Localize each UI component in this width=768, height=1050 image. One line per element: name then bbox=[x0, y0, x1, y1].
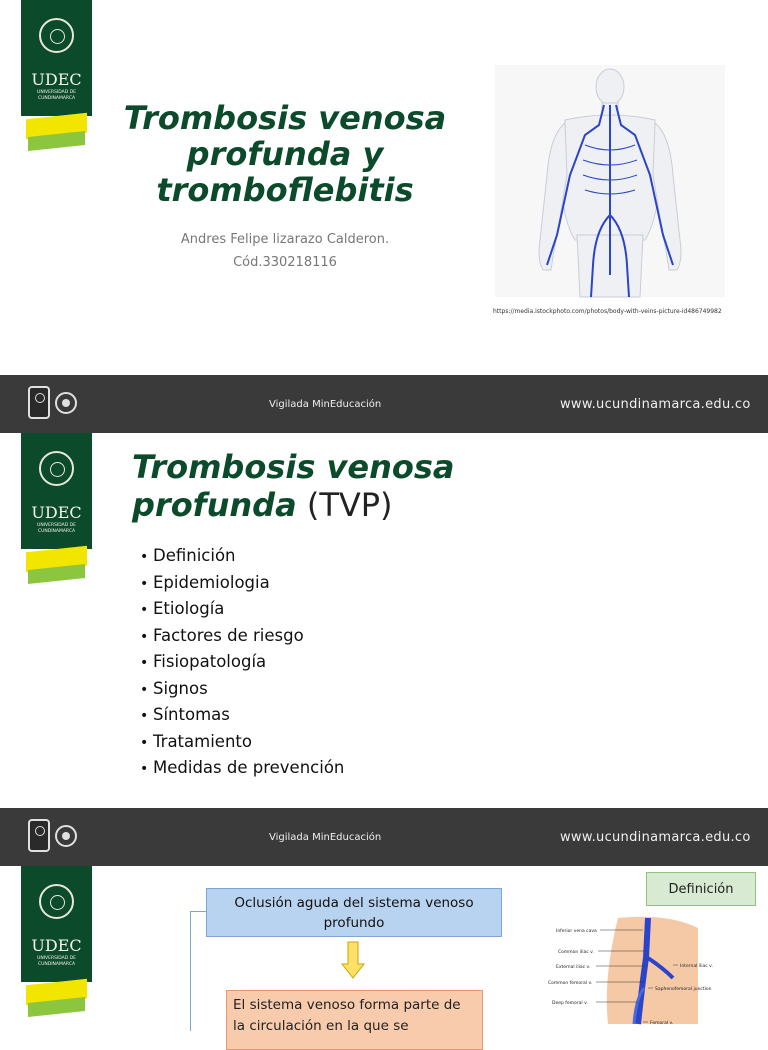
logo-name: UDEC bbox=[31, 70, 82, 89]
udec-logo bbox=[21, 866, 92, 1016]
list-item: • Epidemiologia bbox=[140, 570, 344, 597]
seal-badge-icon bbox=[55, 392, 77, 414]
udec-seal-icon bbox=[39, 18, 74, 53]
footer-vigilada: Vigilada MinEducación bbox=[269, 832, 382, 843]
udec-seal-icon bbox=[39, 451, 74, 486]
list-item: • Fisiopatología bbox=[140, 649, 344, 676]
definition-tag: Definición bbox=[646, 872, 756, 906]
accreditation-badge-icon bbox=[28, 386, 50, 419]
list-item: • Tratamiento bbox=[140, 729, 344, 756]
logo-name: UDEC bbox=[31, 936, 82, 955]
vein-label: Common iliac v. bbox=[558, 950, 594, 955]
list-item: • Medidas de prevención bbox=[140, 755, 344, 782]
vein-label: Internal iliac v. bbox=[680, 964, 713, 969]
udec-logo bbox=[21, 433, 92, 583]
slide-definition bbox=[0, 866, 768, 1034]
arrow-down-icon bbox=[342, 942, 364, 978]
leg-veins-diagram bbox=[548, 918, 758, 1024]
logo-subtitle: UNIVERSIDAD DE CUNDINAMARCA bbox=[37, 90, 76, 101]
list-item: • Factores de riesgo bbox=[140, 623, 344, 650]
udec-logo bbox=[21, 0, 92, 150]
footer-vigilada: Vigilada MinEducación bbox=[269, 399, 382, 410]
topic-list bbox=[140, 543, 344, 782]
slide-title bbox=[0, 0, 768, 375]
accreditation-badge-icon bbox=[28, 819, 50, 852]
student-code: Cód.330218116 bbox=[233, 255, 337, 270]
vein-label: Deep femoral v. bbox=[552, 1001, 588, 1006]
udec-seal-icon bbox=[39, 884, 74, 919]
vein-label: Femoral v. bbox=[650, 1021, 674, 1026]
logo-subtitle: UNIVERSIDAD DE CUNDINAMARCA bbox=[37, 523, 76, 534]
slide-footer bbox=[0, 808, 768, 866]
slide-heading: Trombosis venosa profunda (TVP) bbox=[132, 448, 455, 524]
explanation-box: El sistema venoso forma parte de la circulación en la que se bbox=[226, 990, 483, 1050]
vein-label: External iliac v. bbox=[556, 965, 591, 970]
vein-label: Common femoral v. bbox=[548, 981, 593, 986]
list-item: • Síntomas bbox=[140, 702, 344, 729]
list-item: • Signos bbox=[140, 676, 344, 703]
author-name: Andres Felipe lizarazo Calderon. bbox=[180, 232, 390, 247]
body-veins-illustration bbox=[495, 65, 725, 297]
presentation-title: Trombosis venosa profunda y tromboflebitis bbox=[123, 99, 447, 209]
footer-url[interactable]: www.ucundinamarca.edu.co bbox=[560, 830, 751, 845]
list-item: • Etiología bbox=[140, 596, 344, 623]
list-item: • Definición bbox=[140, 543, 344, 570]
author-block bbox=[140, 228, 430, 274]
slide-outline bbox=[0, 433, 768, 808]
vein-label: Saphenofemoral junction bbox=[655, 987, 712, 992]
image-credit: https://media.istockphoto.com/photos/body-with-veins-picture-id486749982 bbox=[493, 308, 722, 315]
definition-box: Oclusión aguda del sistema venoso profundo bbox=[206, 888, 502, 937]
vein-label: Inferior vena cava bbox=[556, 929, 597, 934]
slide-footer bbox=[0, 375, 768, 433]
seal-badge-icon bbox=[55, 825, 77, 847]
logo-name: UDEC bbox=[31, 503, 82, 522]
logo-subtitle: UNIVERSIDAD DE CUNDINAMARCA bbox=[37, 956, 76, 967]
footer-url[interactable]: www.ucundinamarca.edu.co bbox=[560, 397, 751, 412]
